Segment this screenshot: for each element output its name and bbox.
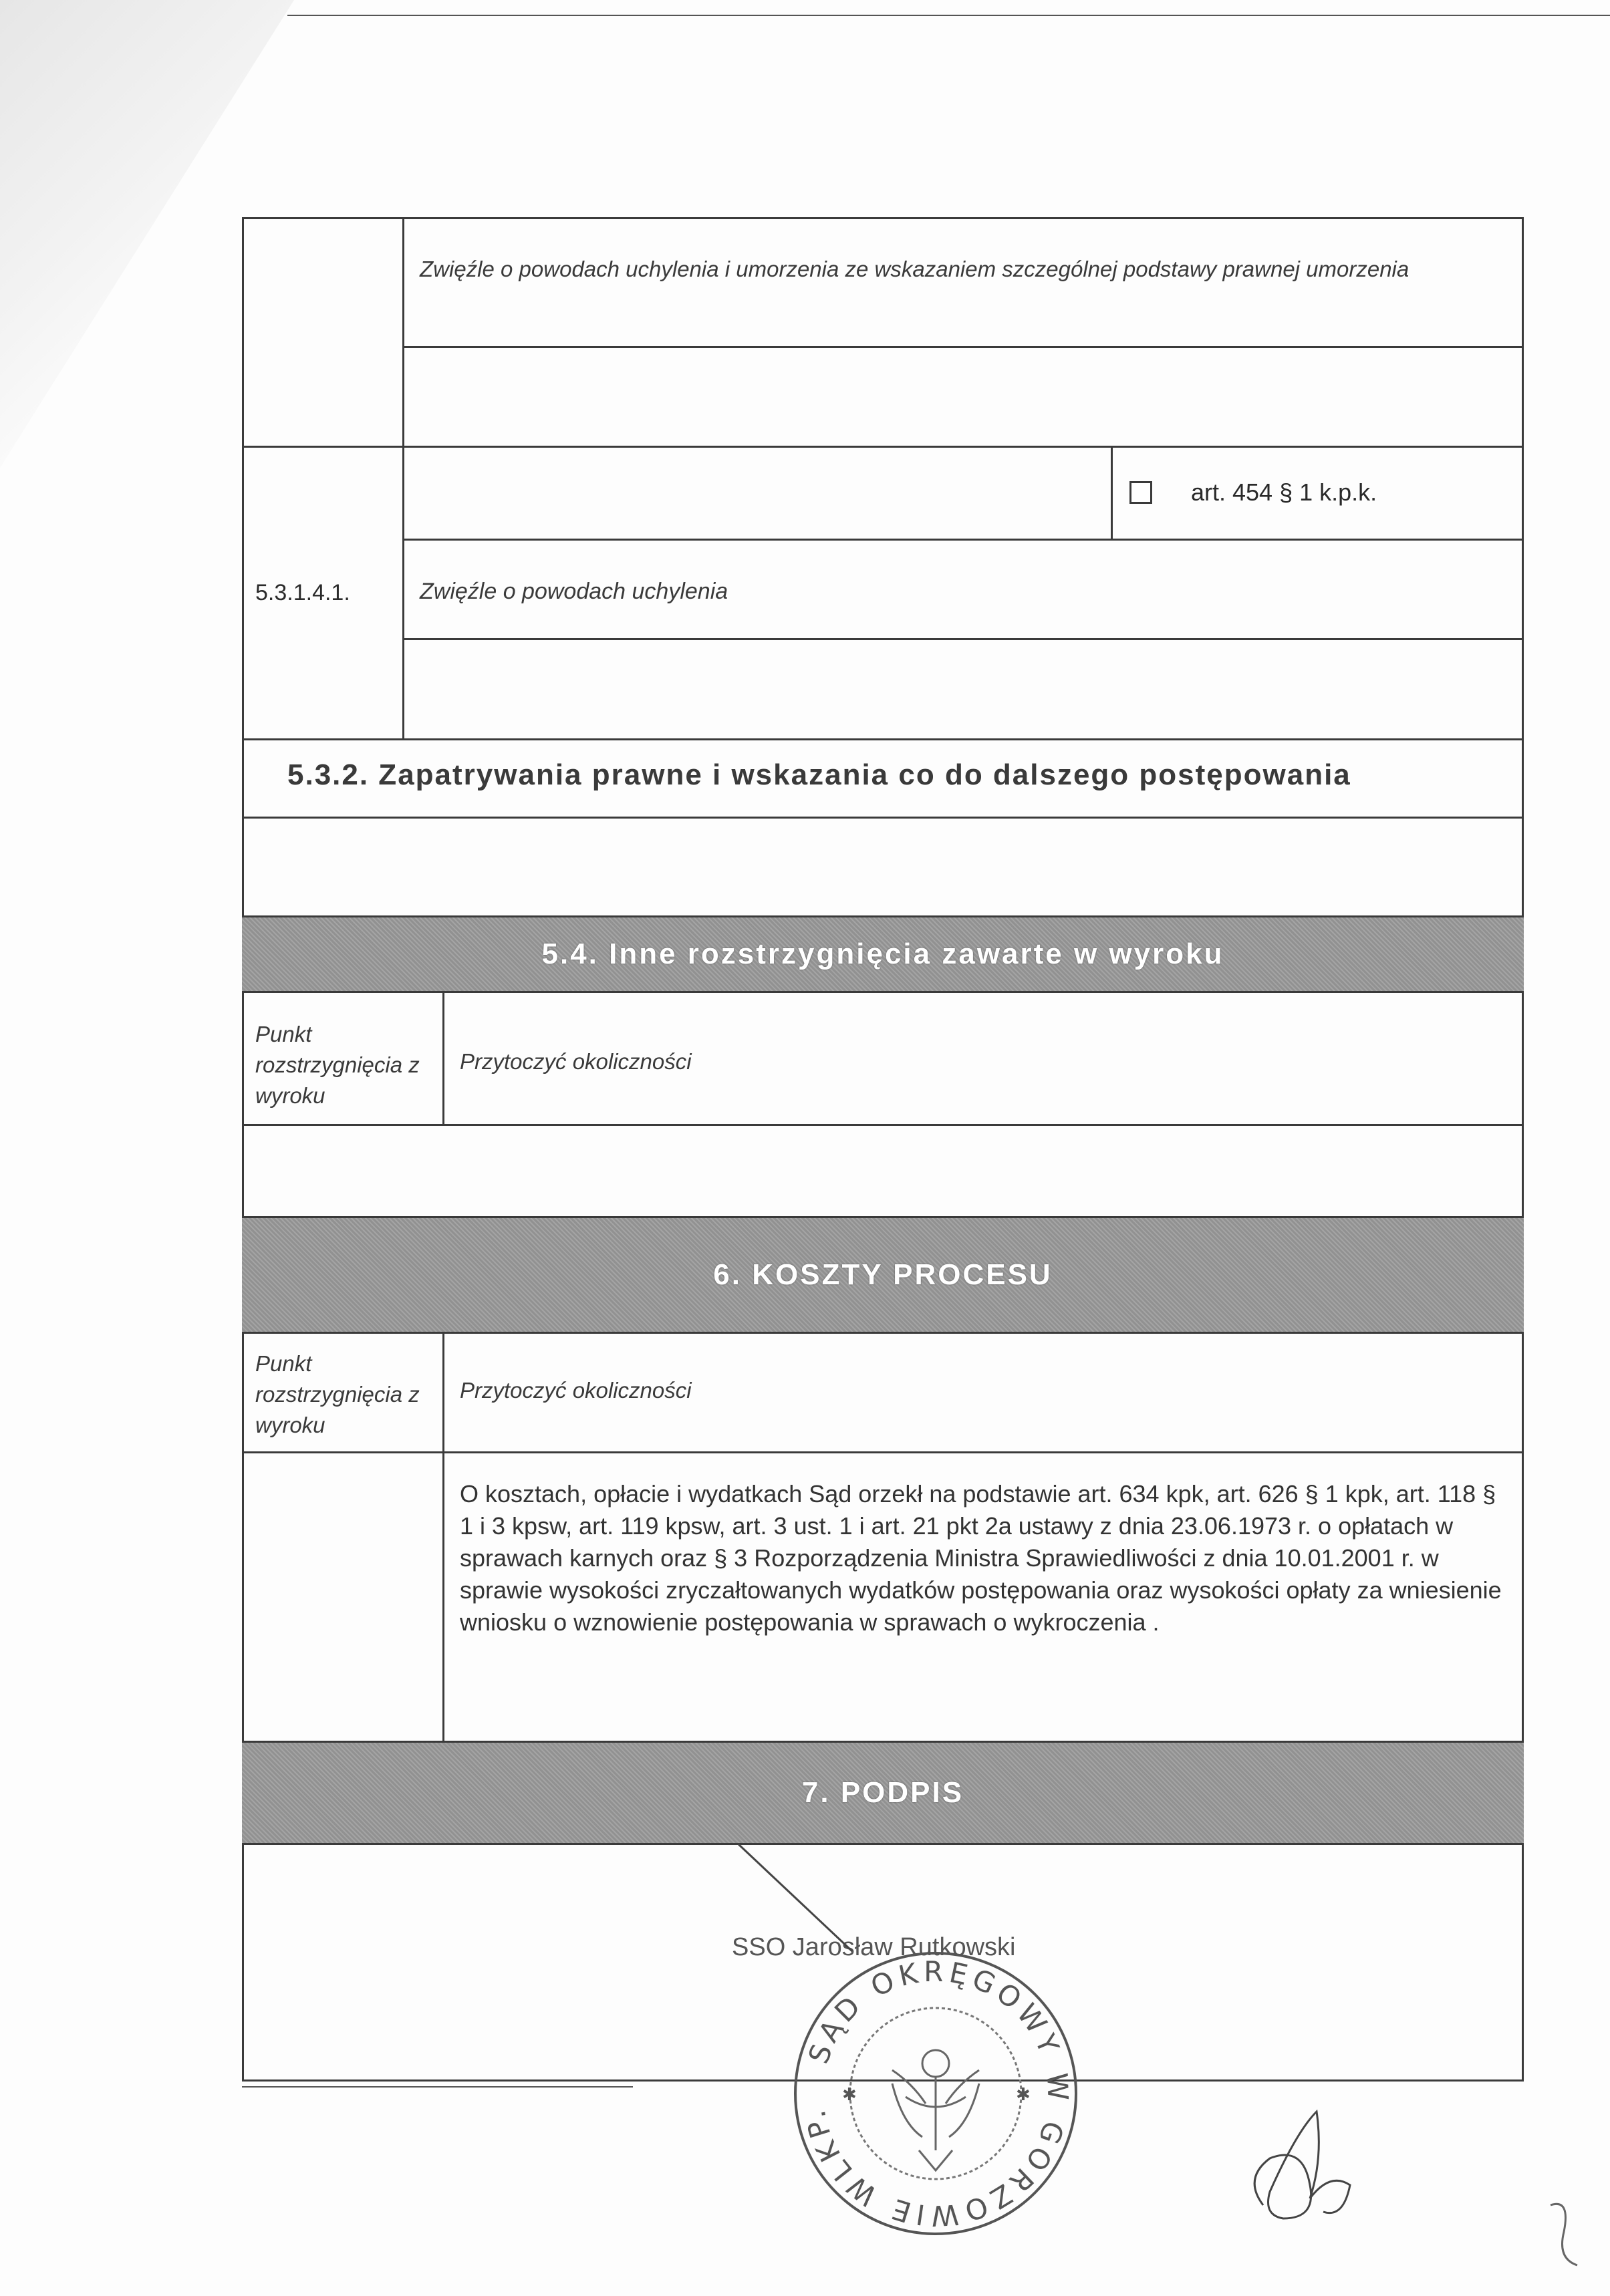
section-heading: 5.3.2. Zapatrywania prawne i wskazania co do dalszego postępowania — [287, 758, 1351, 791]
row-divider — [242, 1451, 1524, 1453]
row-divider — [242, 817, 1524, 819]
section-band — [242, 1216, 1524, 1334]
margin-mark — [1544, 2192, 1597, 2272]
row-divider — [402, 539, 1524, 541]
folded-page-corner — [0, 0, 294, 468]
row-divider — [402, 638, 1524, 640]
col-header-circumstances: Przytoczyć okoliczności — [460, 1378, 692, 1403]
section-band-title: 5.4. Inne rozstrzygnięcia zawarte w wyroku — [541, 938, 1224, 970]
row-divider — [242, 1124, 1524, 1126]
reasons-hint: Zwięźle o powodach uchylenia i umorzenia ze wskazaniem szczególnej podstawy prawnej umorzenia — [420, 257, 1410, 281]
art-454-checkbox[interactable] — [1129, 481, 1152, 504]
row-divider — [402, 346, 1524, 348]
checkbox-cell-divider — [1111, 446, 1113, 541]
signatory-name: SSO Jarosław Rutkowski — [732, 1933, 1016, 1961]
signature-underline — [242, 2086, 633, 2088]
column-divider — [442, 1333, 444, 1741]
svg-text:✱: ✱ — [842, 2085, 857, 2105]
section-band — [242, 1741, 1524, 1845]
top-scan-edge — [287, 15, 1610, 16]
frame-top-border — [242, 217, 1524, 219]
svg-text:✱: ✱ — [1016, 2085, 1031, 2105]
section-band-title: 6. KOSZTY PROCESU — [713, 1258, 1053, 1291]
costs-justification: O kosztach, opłacie i wydatkach Sąd orzekł na podstawie art. 634 kpk, art. 626 § 1 kpk, art. 118 § 1 i 3 kpsw, art. 119 kpsw, art. 3 ust. 1 i art. 21 pkt 2a ustawy z dnia 23.06.1973 r. o opłatach w sprawach karnych oraz § 3 Rozporządzenia Ministra Sprawiedliwości z dnia 10.01.2001 r. w sprawie wysokości zryczałtowanych wydatków postępowania oraz wysokości opłaty za wniesienie wniosku o wznowienie postępowania w sprawach o wykroczenia . — [460, 1480, 1502, 1636]
section-band-title: 7. PODPIS — [801, 1776, 964, 1809]
signature-stroke — [735, 1838, 902, 1985]
column-divider — [442, 992, 444, 1126]
col-header-circumstances: Przytoczyć okoliczności — [460, 1049, 692, 1074]
col-header-point: Punkt rozstrzygnięcia z wyroku — [255, 1351, 420, 1437]
section-band — [242, 915, 1524, 993]
row-divider — [242, 446, 1524, 448]
art-454-label: art. 454 § 1 k.p.k. — [1191, 478, 1377, 506]
section-number: 5.3.1.4.1. — [255, 580, 350, 605]
row-divider — [242, 738, 1524, 740]
reasons-hint-short: Zwięźle o powodach uchylenia — [420, 579, 728, 604]
column-divider — [402, 217, 404, 738]
svg-text:SĄD OKRĘGOWY W GORZOWIE WLKP.: SĄD OKRĘGOWY W GORZOWIE WLKP. — [797, 1955, 1075, 2233]
court-stamp — [792, 1950, 1079, 2237]
col-header-point: Punkt rozstrzygnięcia z wyroku — [255, 1022, 420, 1108]
handwritten-signature — [1243, 2105, 1403, 2239]
